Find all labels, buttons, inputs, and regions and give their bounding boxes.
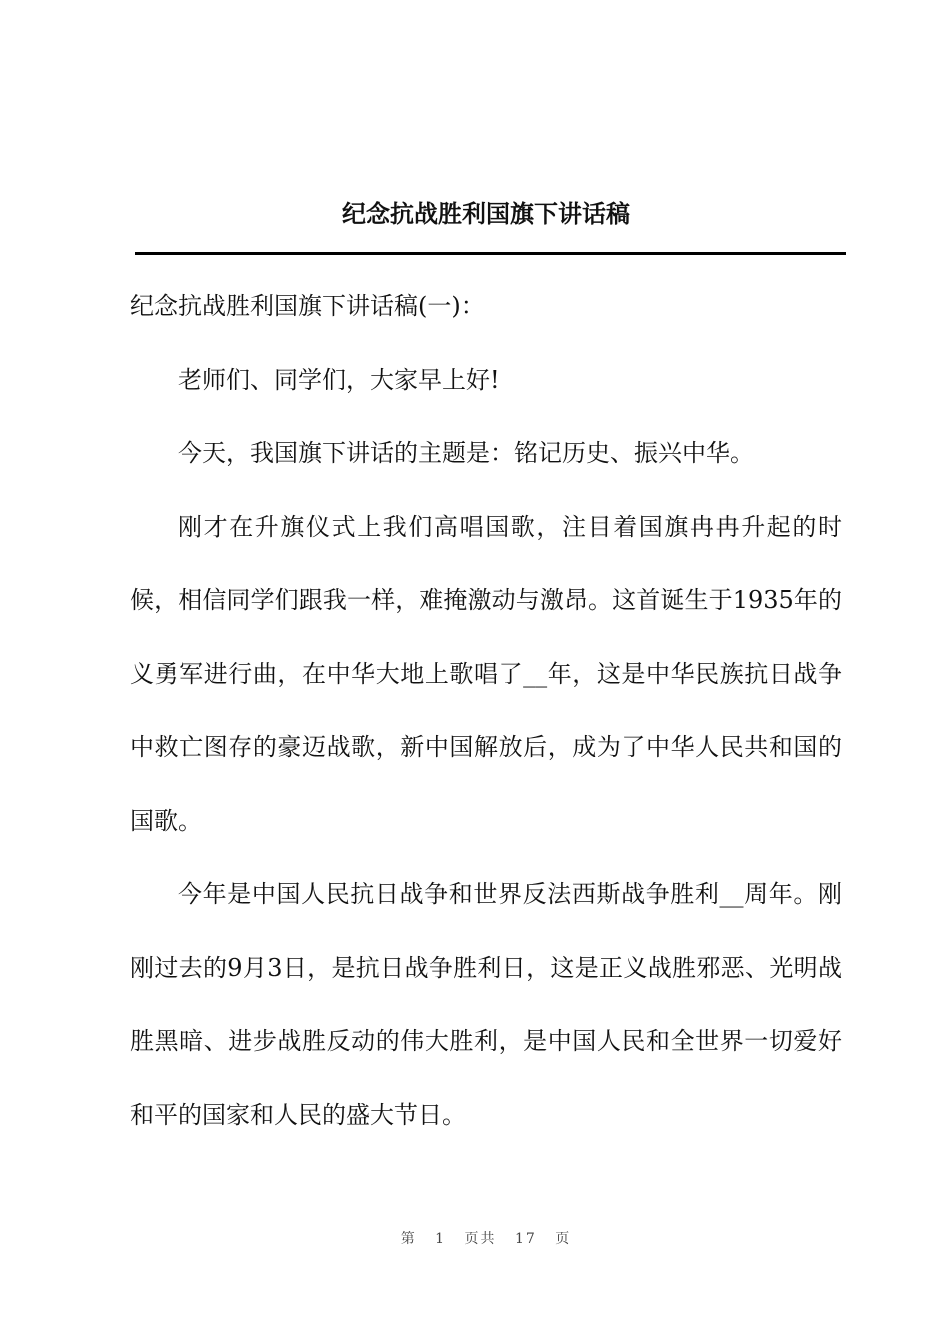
footer-middle: 页共 [464, 1231, 497, 1247]
page-footer [0, 1228, 950, 1248]
paragraph-anthem: 刚才在升旗仪式上我们高唱国歌，注目着国旗冉冉升起的时候，相信同学们跟我一样，难掩激动与激昂。这首诞生于1935年的义勇军进行曲，在中华大地上歌唱了__年，这是中华民族抗日战争中救亡图存的豪迈战歌，新中国解放后，成为了中华人民共和国的国歌。 [130, 512, 842, 835]
title-divider [135, 252, 846, 255]
paragraph-greeting: 老师们、同学们，大家早上好! [178, 365, 500, 394]
paragraph-anniversary: 今年是中国人民抗日战争和世界反法西斯战争胜利__周年。刚刚过去的9月3日，是抗日战争胜利日，这是正义战胜邪恶、光明战胜黑暗、进步战胜反动的伟大胜利，是中国人民和全世界一切爱好和平的国家和人民的盛大节日。 [130, 880, 842, 1129]
footer-suffix: 页 [555, 1231, 572, 1247]
document-title: 纪念抗战胜利国旗下讲话稿 [342, 200, 630, 228]
footer-page-total: 17 [515, 1231, 537, 1247]
paragraph-theme: 今天，我国旗下讲话的主题是：铭记历史、振兴中华。 [178, 439, 754, 467]
footer-prefix: 第 [400, 1231, 417, 1247]
footer-page-number: 1 [435, 1231, 447, 1247]
document-body [130, 270, 842, 1152]
paragraph-heading: 纪念抗战胜利国旗下讲话稿(一)： [130, 292, 485, 320]
